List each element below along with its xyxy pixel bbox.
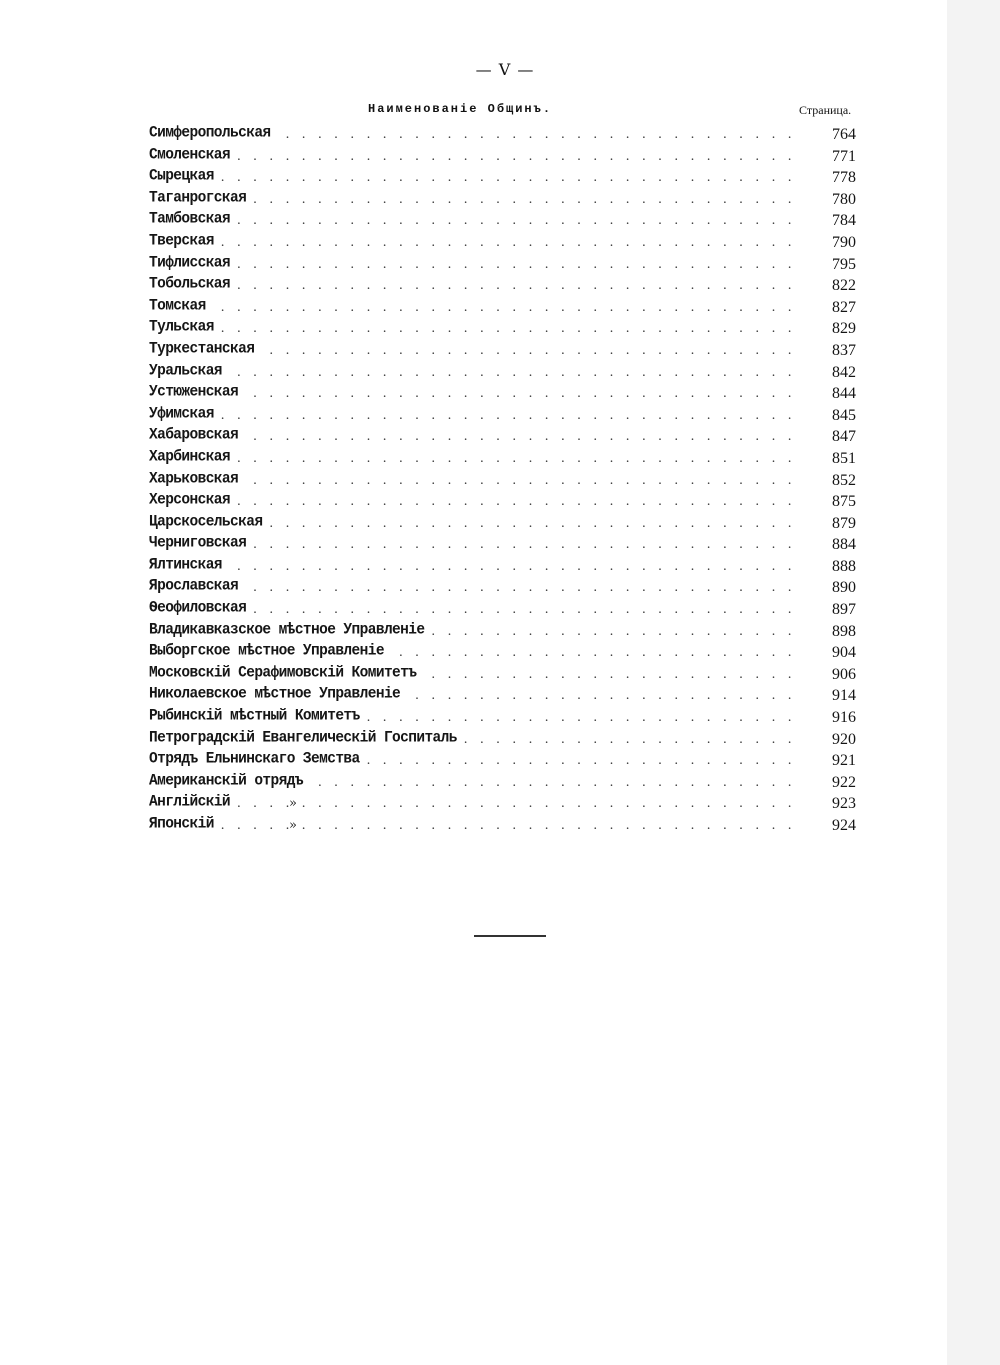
toc-entry <box>149 146 856 168</box>
toc-ditto-mark: » <box>289 818 297 833</box>
toc-leader-dots <box>258 340 796 362</box>
toc-ditto-mark: » <box>289 796 297 812</box>
toc-entry-name: Тверская <box>149 232 214 250</box>
toc-entry-page: 916 <box>832 709 856 727</box>
toc-leader-dots <box>266 513 796 535</box>
toc-entry-name: Черниговская <box>149 534 247 552</box>
toc-entry-name: Сырецкая <box>149 167 214 185</box>
toc-leader-dots <box>226 362 796 384</box>
toc-entry <box>149 254 856 276</box>
toc-entry-name: Тобольская <box>149 275 231 293</box>
toc-entry-page: 890 <box>832 579 856 597</box>
toc-leader-dots <box>210 297 796 319</box>
toc-leader-dots <box>218 318 796 340</box>
toc-leader-dots <box>250 534 796 556</box>
toc-entry <box>149 426 856 448</box>
toc-entry-name: Англійскій <box>149 793 231 812</box>
toc-entry-name: Томская <box>149 297 206 315</box>
toc-entry <box>149 729 856 751</box>
toc-entry <box>149 685 856 707</box>
section-divider <box>474 935 546 937</box>
toc-leader-dots <box>275 124 796 146</box>
toc-entry <box>149 448 856 470</box>
toc-entry <box>149 772 856 794</box>
toc-entry-page: 790 <box>832 233 856 251</box>
toc-entry-name: Американскій отрядъ <box>149 772 303 790</box>
toc-entry-page: 875 <box>832 493 856 511</box>
toc-entry-page: 778 <box>832 169 856 187</box>
toc-entry-page: 842 <box>832 363 856 381</box>
toc-entry-page: 844 <box>832 385 856 403</box>
toc-entry-page: 784 <box>832 212 856 230</box>
toc-leader-dots <box>404 685 796 707</box>
toc-entry-page: 920 <box>832 730 856 748</box>
toc-leader-dots <box>242 470 796 492</box>
toc-leader-dots <box>226 556 796 578</box>
toc-entry-page: 923 <box>832 795 856 813</box>
toc-entry-name: Таганрогская <box>149 189 247 207</box>
toc-entry <box>149 383 856 405</box>
toc-entry-page: 898 <box>832 622 856 640</box>
toc-leader-dots <box>234 275 796 297</box>
page-number: — V — <box>475 60 535 79</box>
toc-leader-dots <box>461 729 796 751</box>
toc-entry <box>149 664 856 686</box>
toc-entry <box>149 513 856 535</box>
toc-entry-name: Рыбинскій мѣстный Комитетъ <box>149 707 360 725</box>
toc-entry-page: 888 <box>832 557 856 575</box>
toc-entry <box>149 556 856 578</box>
toc-leader-dots <box>242 426 796 448</box>
toc-entry <box>149 642 856 664</box>
toc-entry-page: 924 <box>832 817 856 834</box>
toc-entry <box>149 210 856 232</box>
toc-entry <box>149 815 856 837</box>
toc-leader-dots <box>250 189 796 211</box>
table-of-contents <box>149 124 856 837</box>
toc-entry <box>149 275 856 297</box>
toc-leader-dots <box>364 750 796 772</box>
toc-entry-page: 845 <box>832 406 856 424</box>
toc-entry <box>149 124 856 146</box>
toc-entry-name: Тифлисская <box>149 253 231 272</box>
toc-leader-dots <box>388 642 796 664</box>
toc-entry <box>149 491 856 513</box>
toc-entry-page: 904 <box>832 644 856 662</box>
toc-entry <box>149 167 856 189</box>
toc-entry-page: 837 <box>832 341 856 359</box>
toc-entry-name: Ялтинская <box>149 556 222 574</box>
toc-entry-name: Отрядъ Ельнинскаго Земства <box>149 750 360 768</box>
toc-entry-name: Московскій Серафимовскій Комитетъ <box>149 664 417 682</box>
toc-entry-page: 829 <box>832 320 856 338</box>
toc-leader-dots <box>218 232 796 254</box>
toc-entry-name: Смоленская <box>149 146 231 164</box>
toc-entry-page: 879 <box>832 514 856 532</box>
toc-entry <box>149 470 856 492</box>
toc-leader-dots <box>250 599 796 621</box>
toc-entry-name: Уральская <box>149 361 222 380</box>
toc-entry-page: 827 <box>832 298 856 316</box>
toc-entry-page: 771 <box>832 147 856 165</box>
toc-entry-name: Петроградскій Евангелическій Госпиталь <box>149 729 457 747</box>
column-header-title: Наименованіе Общинъ. <box>368 102 553 116</box>
toc-entry-page: 847 <box>832 428 856 446</box>
toc-entry-name: Царскосельская <box>149 513 263 531</box>
page-edge-margin <box>947 0 1000 1365</box>
toc-entry-name: Ѳеофиловская <box>149 599 247 617</box>
toc-entry-name: Японскій <box>149 815 214 833</box>
toc-entry <box>149 750 856 772</box>
toc-entry-name: Харбинская <box>149 448 231 466</box>
toc-entry-name: Выборгское мѣстное Управленіе <box>149 642 384 660</box>
toc-leader-dots <box>420 664 796 686</box>
toc-entry <box>149 405 856 427</box>
column-header-page: Страница. <box>799 103 852 117</box>
toc-entry-name: Уфимская <box>149 405 214 423</box>
toc-entry-name: Владикавказское мѣстное Управленіе <box>149 621 425 639</box>
toc-entry-page: 914 <box>832 687 856 705</box>
toc-leader-dots <box>234 210 796 232</box>
toc-entry <box>149 232 856 254</box>
toc-entry-name: Харьковская <box>149 469 239 488</box>
toc-entry <box>149 362 856 384</box>
toc-entry <box>149 318 856 340</box>
toc-entry <box>149 577 856 599</box>
toc-entry-page: 822 <box>832 277 856 295</box>
toc-leader-dots <box>234 793 796 815</box>
toc-entry-page: 780 <box>832 190 856 208</box>
toc-leader-dots <box>242 383 796 405</box>
toc-leader-dots <box>234 254 796 276</box>
toc-entry-name: Херсонская <box>149 491 231 509</box>
toc-leader-dots <box>234 146 796 168</box>
toc-leader-dots <box>218 167 796 189</box>
toc-entry-page: 922 <box>832 773 856 791</box>
toc-entry <box>149 621 856 643</box>
toc-entry-page: 764 <box>832 126 856 143</box>
toc-entry-page: 897 <box>832 601 856 619</box>
toc-leader-dots <box>428 621 796 643</box>
toc-entry-name: Симферопольская <box>149 124 271 142</box>
toc-entry-name: Тульская <box>149 318 214 337</box>
toc-entry <box>149 189 856 211</box>
toc-entry-page: 884 <box>832 536 856 554</box>
toc-leader-dots <box>307 772 796 794</box>
toc-leader-dots <box>234 448 796 470</box>
toc-entry-name: Туркестанская <box>149 340 255 358</box>
toc-entry-page: 852 <box>832 471 856 489</box>
toc-entry-name: Тамбовская <box>149 210 231 229</box>
toc-entry <box>149 534 856 556</box>
toc-entry <box>149 297 856 319</box>
toc-entry-name: Ярославская <box>149 577 239 596</box>
toc-leader-dots <box>218 405 796 427</box>
toc-entry-page: 921 <box>832 752 856 770</box>
toc-entry <box>149 599 856 621</box>
toc-entry-name: Хабаровская <box>149 426 239 445</box>
toc-entry-page: 851 <box>832 449 856 467</box>
toc-leader-dots <box>234 491 796 513</box>
toc-leader-dots <box>242 577 796 599</box>
toc-entry-page: 795 <box>832 255 856 273</box>
toc-entry-name: Устюженская <box>149 383 239 401</box>
toc-entry <box>149 793 856 815</box>
toc-entry-name: Николаевское мѣстное Управленіе <box>149 685 401 704</box>
toc-entry-page: 906 <box>832 665 856 683</box>
toc-leader-dots <box>218 815 796 837</box>
toc-entry <box>149 340 856 362</box>
toc-leader-dots <box>364 707 796 729</box>
toc-entry <box>149 707 856 729</box>
